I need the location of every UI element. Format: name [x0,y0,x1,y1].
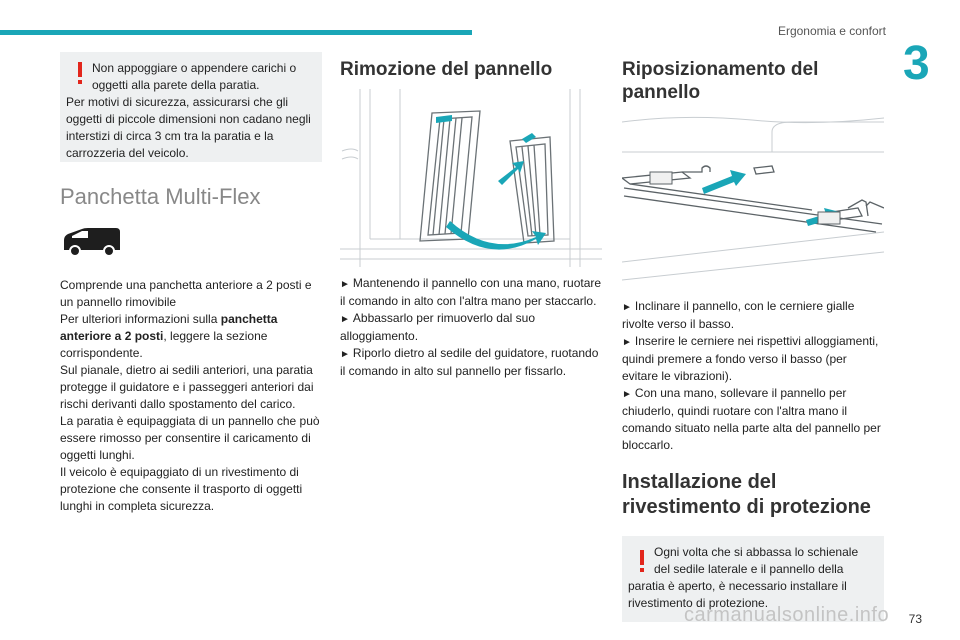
warning-text: paratia è aperto, è necessario installare il rivestimento di protezione. [628,579,847,610]
section-title-removal: Rimozione del pannello [340,59,553,80]
column-right [622,52,884,622]
paragraph: Sul pianale, dietro ai sedili anteriori, una paratia protegge il guidatore e i passeggeri anteriori dai rischi derivanti dallo spostamento del carico. [60,363,314,411]
column-middle [340,52,602,380]
paragraph: La paratia è equipaggiata di un pannello che può essere rimosso per consentire il caricamento di oggetti lunghi. [60,414,320,462]
step-item: ► Riporlo dietro al sedile del guidatore, ruotando il comando in alto sul pannello per fissarlo. [340,346,599,378]
panel-removal-illustration [340,89,602,267]
section-title-repositioning: Riposizionamento del pannello [622,59,819,103]
step-item: ► Inserire le cerniere nei rispettivi alloggiamenti, quindi premere a fondo verso il basso (per evitare le vibrazioni). [622,334,879,383]
warning-icon [636,548,648,574]
warning-text: Per motivi di sicurezza, assicurarsi che gli oggetti di piccole dimensioni non cadano negli interstizi di circa 3 cm tra la paratia e la carrozzeria del veicolo. [66,95,311,160]
section-title-protection: Installazione del rivestimento di protezione [622,471,871,518]
van-icon [60,226,122,258]
section-title-multiflex: Panchetta Multi-Flex [60,184,261,209]
warning-icon [74,60,86,86]
watermark: carmanualsonline.info [684,604,890,626]
header-accent-bar [0,30,472,35]
warning-text-intro: Ogni volta che si abbassa lo schienale del sedile laterale e il pannello della [654,545,859,576]
step-item: ► Abbassarlo per rimuoverlo dal suo alloggiamento. [340,311,535,343]
page-number: 73 [908,612,922,626]
step-item: ► Mantenendo il pannello con una mano, ruotare il comando in alto con l'altra mano per staccarlo. [340,276,602,308]
step-item: ► Inclinare il pannello, con le cerniere gialle rivolte verso il basso. [622,299,855,331]
bold-ref: panchetta anteriore a 2 posti [60,312,278,343]
paragraph: Per ulteriori informazioni sulla panchetta anteriore a 2 posti, leggere la sezione corrispondente. [60,312,278,360]
paragraph: Il veicolo è equipaggiato di un rivestimento di protezione che consente il trasporto di oggetti lunghi in completa sicurezza. [60,465,303,513]
paragraph: Comprende una panchetta anteriore a 2 posti e un pannello rimovibile [60,278,312,309]
panel-reposition-illustration [622,112,884,288]
warning-text-intro: Non appoggiare o appendere carichi o oggetti alla parete della paratia. [92,61,297,92]
column-left [60,52,322,515]
chapter-number: 3 [903,37,930,90]
step-item: ► Con una mano, sollevare il pannello per chiuderlo, quindi ruotare con l'altra mano il comando situato nella parte alta del pannello per bloccarlo. [622,386,881,452]
warning-box [60,52,322,162]
chapter-title: Ergonomia e confort [777,24,886,38]
